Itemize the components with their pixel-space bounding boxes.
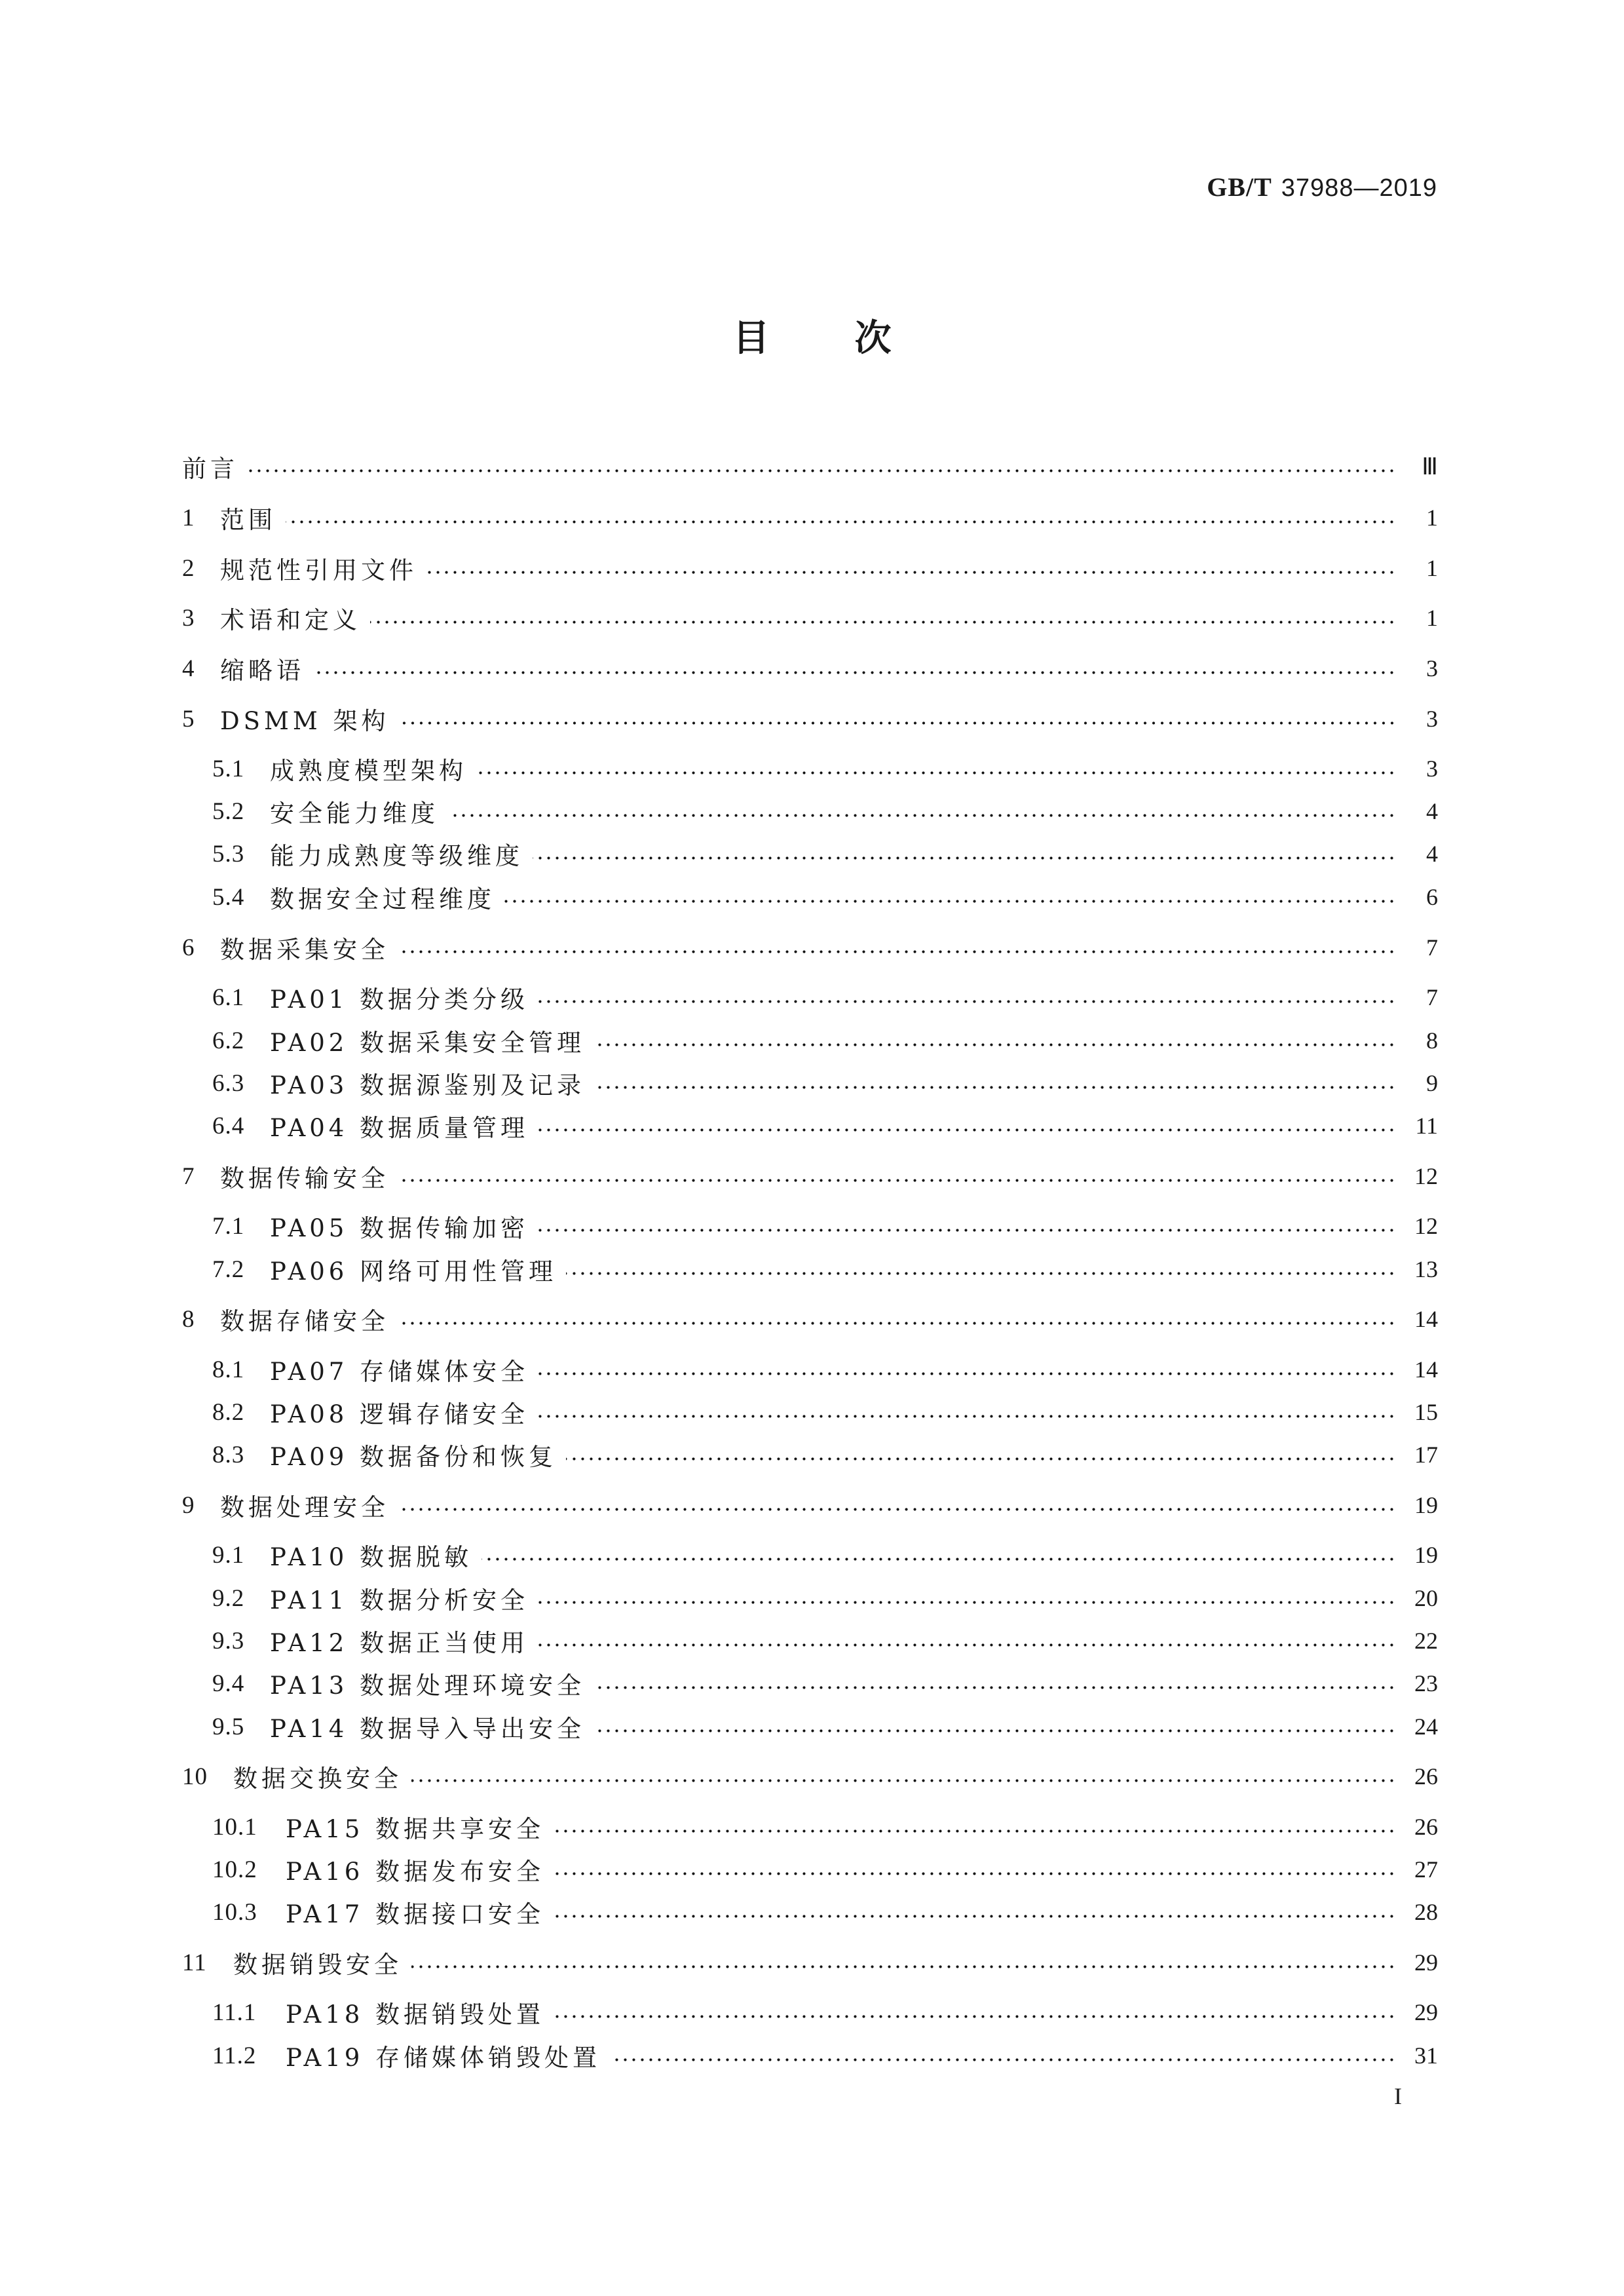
toc-entry[interactable] — [212, 1396, 1438, 1428]
toc-entry-number: 11 — [182, 1949, 207, 1976]
toc-entry-page: 3 — [1426, 706, 1438, 732]
toc-entry-label: PA14 数据导入导出安全 — [270, 1715, 586, 1743]
leader-dots — [538, 1396, 1396, 1428]
leader-dots — [482, 1539, 1396, 1571]
toc-entry[interactable] — [182, 1760, 1438, 1793]
toc-entry-label: PA16 数据发布安全 — [286, 1858, 545, 1886]
leader-dots — [398, 931, 1396, 964]
toc-entry-label: 数据存储安全 — [220, 1307, 389, 1335]
toc-entry-page: 7 — [1426, 934, 1438, 961]
toc-entry-number: 10.2 — [212, 1856, 257, 1883]
toc-entry-page: 24 — [1414, 1713, 1438, 1740]
toc-entry-number: 1 — [182, 504, 195, 531]
toc-entry-label: 数据传输安全 — [220, 1164, 389, 1193]
toc-entry[interactable] — [212, 1996, 1438, 2029]
toc-entry-page: 12 — [1414, 1213, 1438, 1239]
toc-entry-number: 9.5 — [212, 1713, 245, 1740]
leader-dots — [554, 1810, 1396, 1843]
toc-entry-number: 5.1 — [212, 755, 245, 782]
toc-entry[interactable] — [212, 1810, 1438, 1843]
toc-entry-label: 数据销毁安全 — [233, 1951, 402, 1979]
toc-entry[interactable] — [212, 1024, 1438, 1057]
toc-entry[interactable] — [212, 1253, 1438, 1286]
standard-number: 37988—2019 — [1281, 174, 1437, 202]
toc-entry-page: 14 — [1414, 1306, 1438, 1332]
toc-entry-label: 成熟度模型架构 — [270, 757, 467, 785]
toc-entry-number: 8 — [182, 1305, 195, 1333]
toc-entry-page: 17 — [1414, 1442, 1438, 1468]
toc-entry-page: 1 — [1426, 605, 1438, 631]
toc-entry-number: 9.4 — [212, 1670, 245, 1697]
leader-dots — [411, 1946, 1396, 1979]
toc-entry[interactable] — [212, 795, 1438, 828]
toc-entry-page: 26 — [1414, 1763, 1438, 1789]
toc-entry-page: 12 — [1414, 1163, 1438, 1189]
toc-entry-label: PA02 数据采集安全管理 — [270, 1029, 586, 1057]
leader-dots — [411, 1760, 1396, 1793]
toc-entry[interactable] — [212, 1853, 1438, 1886]
leader-dots — [538, 981, 1396, 1014]
toc-entry-page: 7 — [1426, 984, 1438, 1010]
leader-dots — [448, 795, 1396, 828]
leader-dots — [398, 1160, 1396, 1193]
toc-entry-page: 19 — [1414, 1542, 1438, 1568]
toc-entry-label: PA07 存储媒体安全 — [270, 1358, 529, 1386]
toc-entry-number: 6.3 — [212, 1069, 245, 1097]
toc-entry[interactable] — [212, 1896, 1438, 1928]
toc-entry[interactable] — [182, 1160, 1438, 1193]
toc-entry-number: 7 — [182, 1162, 195, 1190]
toc-entry[interactable] — [212, 1210, 1438, 1242]
toc-entry-label: PA09 数据备份和恢复 — [270, 1443, 557, 1471]
toc-entry[interactable] — [182, 602, 1438, 634]
leader-dots — [538, 1353, 1396, 1386]
toc-entry-label: 术语和定义 — [220, 606, 361, 634]
toc-entry[interactable] — [182, 702, 1438, 735]
toc-entry-number: 5.2 — [212, 797, 245, 825]
leader-dots — [398, 1303, 1396, 1335]
toc-entry-page: 9 — [1426, 1070, 1438, 1096]
page-title: 目次 — [732, 317, 977, 360]
toc-entry-label: PA08 逻辑存储安全 — [270, 1400, 529, 1428]
toc-entry[interactable] — [212, 1109, 1438, 1142]
toc-entry[interactable] — [212, 881, 1438, 913]
toc-entry[interactable] — [212, 1667, 1438, 1700]
toc-entry[interactable] — [212, 1582, 1438, 1615]
toc-entry[interactable] — [182, 1946, 1438, 1979]
toc-entry-label: 规范性引用文件 — [220, 556, 417, 584]
toc-entry-label: PA03 数据源鉴别及记录 — [270, 1071, 586, 1100]
leader-dots — [248, 450, 1396, 483]
leader-dots — [594, 1024, 1396, 1057]
standard-prefix: GB/T — [1207, 172, 1272, 202]
toc-entry[interactable] — [212, 1438, 1438, 1471]
toc-entry[interactable] — [212, 1067, 1438, 1100]
leader-dots — [594, 1710, 1396, 1743]
leader-dots — [370, 602, 1396, 634]
footer-page-number: I — [1394, 2083, 1402, 2109]
toc-entry-label: 缩略语 — [220, 657, 305, 685]
toc-entry-number: 11.2 — [212, 2042, 257, 2069]
toc-entry-number: 2 — [182, 554, 195, 582]
toc-entry-number: 9.1 — [212, 1541, 245, 1569]
toc-entry-number: 10.3 — [212, 1898, 257, 1926]
toc-entry-number: 6.4 — [212, 1112, 245, 1139]
toc-entry-page: 31 — [1414, 2042, 1438, 2069]
toc-entry[interactable] — [212, 837, 1438, 870]
toc-entry-label: PA17 数据接口安全 — [286, 1900, 545, 1928]
toc-entry[interactable] — [212, 1539, 1438, 1571]
toc-entry[interactable] — [182, 450, 1438, 483]
toc-entry-label: PA15 数据共享安全 — [286, 1815, 545, 1843]
leader-dots — [538, 1582, 1396, 1615]
leader-dots — [398, 1489, 1396, 1521]
toc-entry-page: 23 — [1414, 1670, 1438, 1696]
toc-entry[interactable] — [212, 981, 1438, 1014]
toc-entry-page: 26 — [1414, 1814, 1438, 1840]
toc-entry-page: 13 — [1414, 1256, 1438, 1282]
toc-entry[interactable] — [182, 1489, 1438, 1521]
toc-entry[interactable] — [182, 501, 1438, 534]
toc-entry-label: PA19 存储媒体销毁处置 — [286, 2044, 601, 2072]
toc-entry-label: PA11 数据分析安全 — [270, 1586, 529, 1615]
toc-entry-label: DSMM 架构 — [220, 707, 390, 735]
toc-entry-page: 6 — [1426, 884, 1438, 910]
toc-entry-page: 1 — [1426, 505, 1438, 531]
toc-entry-number: 6.1 — [212, 984, 245, 1011]
toc-entry-page: 27 — [1414, 1856, 1438, 1883]
leader-dots — [554, 1996, 1396, 2029]
toc-entry-number: 6.2 — [212, 1027, 245, 1054]
toc-entry-page: 28 — [1414, 1899, 1438, 1925]
leader-dots — [566, 1438, 1396, 1471]
toc-entry[interactable] — [182, 931, 1438, 964]
toc-entry-page: 8 — [1426, 1027, 1438, 1054]
toc-entry-number: 11.1 — [212, 1999, 257, 2026]
leader-dots — [426, 552, 1396, 584]
leader-dots — [538, 1109, 1396, 1142]
toc-entry-label: 数据采集安全 — [220, 936, 389, 964]
toc-entry-page: 29 — [1414, 1949, 1438, 1976]
toc-entry-number: 5 — [182, 705, 195, 733]
leader-dots — [566, 1253, 1396, 1286]
toc-entry-label: PA04 数据质量管理 — [270, 1114, 529, 1142]
toc-entry-number: 5.4 — [212, 883, 245, 911]
toc-entry-page: 3 — [1426, 756, 1438, 782]
leader-dots — [533, 837, 1396, 870]
toc-entry-number: 5.3 — [212, 840, 245, 868]
toc-entry-label: 范围 — [220, 506, 276, 534]
toc-entry-label: 前言 — [182, 455, 238, 483]
toc-entry-label: PA10 数据脱敏 — [270, 1543, 473, 1571]
leader-dots — [286, 501, 1396, 534]
leader-dots — [594, 1067, 1396, 1100]
toc-entry-page: 20 — [1414, 1585, 1438, 1611]
toc-entry-page: 11 — [1415, 1113, 1438, 1139]
toc-entry[interactable] — [212, 1710, 1438, 1743]
toc-entry-label: PA13 数据处理环境安全 — [270, 1672, 586, 1700]
toc-entry-page: 1 — [1426, 555, 1438, 581]
leader-dots — [504, 881, 1396, 913]
toc-entry-number: 7.2 — [212, 1255, 245, 1283]
standard-code — [1207, 172, 1437, 202]
toc-entry-page: 29 — [1414, 1999, 1438, 2025]
toc-entry-number: 10 — [182, 1763, 208, 1790]
toc-entry-page: Ⅲ — [1422, 453, 1438, 480]
toc-entry[interactable] — [212, 2039, 1438, 2072]
toc-entry-number: 3 — [182, 604, 195, 632]
leader-dots — [554, 1896, 1396, 1928]
leader-dots — [538, 1624, 1396, 1657]
toc-entry-number: 10.1 — [212, 1813, 257, 1841]
toc-entry-number: 6 — [182, 934, 195, 961]
leader-dots — [476, 752, 1396, 785]
toc-entry-label: 数据处理安全 — [220, 1493, 389, 1521]
toc-entry-label: 安全能力维度 — [270, 799, 439, 828]
toc-entry-label: 能力成熟度等级维度 — [270, 842, 523, 870]
toc-entry-number: 8.3 — [212, 1441, 245, 1468]
toc-entry-label: PA18 数据销毁处置 — [286, 2000, 545, 2029]
toc-entry-number: 9.2 — [212, 1584, 245, 1612]
toc-entry-page: 22 — [1414, 1628, 1438, 1654]
toc-entry-page: 3 — [1426, 655, 1438, 681]
toc-entry-number: 8.1 — [212, 1356, 245, 1383]
toc-entry-page: 4 — [1426, 798, 1438, 824]
toc-entry[interactable] — [182, 1303, 1438, 1335]
toc-entry[interactable] — [182, 552, 1438, 584]
toc-entry-label: PA05 数据传输加密 — [270, 1214, 529, 1242]
toc-entry-page: 19 — [1414, 1492, 1438, 1518]
leader-dots — [554, 1853, 1396, 1886]
toc-entry-number: 4 — [182, 655, 195, 682]
toc-entry-number: 8.2 — [212, 1398, 245, 1426]
toc-entry-label: 数据安全过程维度 — [270, 885, 495, 913]
toc-entry[interactable] — [182, 652, 1438, 685]
toc-entry-label: 数据交换安全 — [233, 1765, 402, 1793]
toc-entry-page: 4 — [1426, 841, 1438, 867]
toc-entry-label: PA06 网络可用性管理 — [270, 1257, 557, 1286]
leader-dots — [594, 1667, 1396, 1700]
leader-dots — [314, 652, 1396, 685]
leader-dots — [610, 2039, 1396, 2072]
toc-entry-page: 14 — [1414, 1356, 1438, 1383]
toc-entry[interactable] — [212, 1353, 1438, 1386]
leader-dots — [538, 1210, 1396, 1242]
toc-entry-number: 9.3 — [212, 1627, 245, 1655]
toc-entry-label: PA12 数据正当使用 — [270, 1629, 529, 1657]
toc-entry-number: 9 — [182, 1491, 195, 1519]
leader-dots — [399, 702, 1396, 735]
toc-entry-number: 7.1 — [212, 1212, 245, 1240]
toc-entry-label: PA01 数据分类分级 — [270, 985, 529, 1014]
toc-entry[interactable] — [212, 752, 1438, 785]
toc-entry-page: 15 — [1414, 1399, 1438, 1425]
toc-entry[interactable] — [212, 1624, 1438, 1657]
